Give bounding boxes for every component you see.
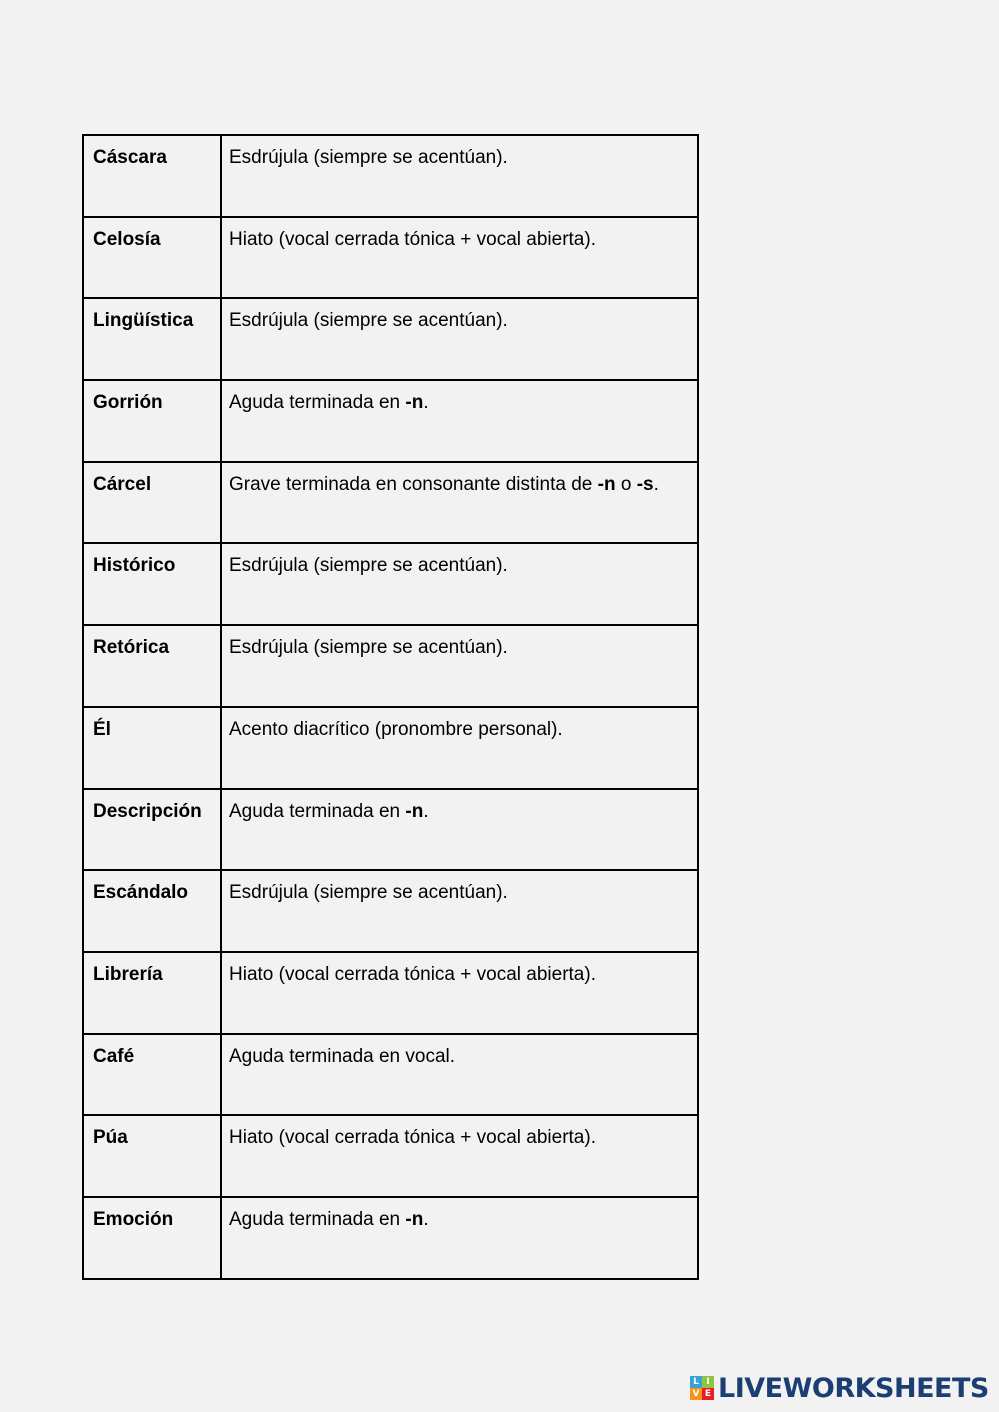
brand-name: LIVEWORKSHEETS: [718, 1372, 989, 1404]
explanation-cell: [221, 462, 698, 544]
word-cell: Histórico: [83, 543, 221, 625]
word-cell: Él: [83, 707, 221, 789]
table-row: [83, 462, 698, 544]
explanation-text: Aguda terminada en vocal.: [229, 1045, 456, 1067]
table-row: [83, 298, 698, 380]
explanation-cell: [221, 1034, 698, 1116]
table-row: [83, 952, 698, 1034]
explanation-text: Acento diacrítico (pronombre personal).: [229, 718, 563, 740]
explanation-text: Esdrújula (siempre se acentúan).: [229, 882, 508, 904]
explanation-text: Grave terminada en consonante distinta de: [229, 473, 598, 495]
table-row: [83, 543, 698, 625]
explanation-cell: [221, 543, 698, 625]
explanation-text: Esdrújula (siempre se acentúan).: [229, 147, 508, 168]
explanation-emphasis: -s: [636, 473, 654, 495]
word-cell: Cáscara: [83, 135, 221, 217]
table-row: [83, 789, 698, 871]
word-cell: Cárcel: [83, 462, 221, 544]
logo-letter-i: I: [702, 1376, 714, 1388]
explanation-text: Esdrújula (siempre se acentúan).: [229, 637, 508, 659]
explanation-text: .: [423, 392, 429, 414]
explanation-text: Esdrújula (siempre se acentúan).: [229, 310, 508, 332]
word-cell: Café: [83, 1034, 221, 1116]
accent-rules-table: [82, 134, 699, 1280]
word-cell: Librería: [83, 952, 221, 1034]
explanation-cell: [221, 1115, 698, 1197]
explanation-text: Aguda terminada en: [229, 800, 406, 822]
table-row: [83, 217, 698, 299]
word-cell: Escándalo: [83, 870, 221, 952]
logo-letter-v: V: [690, 1388, 702, 1400]
table-row: [83, 870, 698, 952]
explanation-cell: [221, 298, 698, 380]
explanation-text: .: [423, 800, 429, 822]
explanation-text: Esdrújula (siempre se acentúan).: [229, 555, 508, 577]
table-row: [83, 380, 698, 462]
logo-letter-l: L: [690, 1376, 702, 1388]
word-cell: Retórica: [83, 625, 221, 707]
explanation-cell: [221, 380, 698, 462]
table-body: [83, 135, 698, 1279]
word-cell: Descripción: [83, 789, 221, 871]
word-cell: Gorrión: [83, 380, 221, 462]
table-row: [83, 707, 698, 789]
explanation-emphasis: -n: [405, 800, 424, 822]
table-row: [83, 135, 698, 217]
explanation-cell: [221, 789, 698, 871]
explanation-cell: [221, 217, 698, 299]
explanation-cell: [221, 952, 698, 1034]
table-row: [83, 1197, 698, 1279]
explanation-cell: [221, 625, 698, 707]
explanation-text: Aguda terminada en: [229, 1208, 406, 1230]
explanation-text: Hiato (vocal cerrada tónica + vocal abierta).: [229, 963, 596, 985]
liveworksheets-icon: [690, 1376, 714, 1400]
word-cell: Emoción: [83, 1197, 221, 1279]
explanation-text: .: [423, 1208, 429, 1230]
word-cell: Lingüística: [83, 298, 221, 380]
table-row: [83, 1034, 698, 1116]
liveworksheets-logo: [690, 1372, 989, 1404]
explanation-cell: [221, 1197, 698, 1279]
explanation-cell: [221, 707, 698, 789]
explanation-text: Hiato (vocal cerrada tónica + vocal abierta).: [229, 1127, 596, 1149]
explanation-text: Aguda terminada en: [229, 392, 406, 414]
explanation-emphasis: -n: [405, 1208, 424, 1230]
explanation-text: Hiato (vocal cerrada tónica + vocal abierta).: [229, 228, 596, 250]
word-cell: Púa: [83, 1115, 221, 1197]
word-cell: Celosía: [83, 217, 221, 299]
explanation-text: o: [615, 473, 637, 495]
logo-letter-e: E: [702, 1388, 714, 1400]
table-row: [83, 625, 698, 707]
table-row: [83, 1115, 698, 1197]
explanation-text: .: [653, 473, 659, 495]
explanation-emphasis: -n: [405, 392, 424, 414]
explanation-emphasis: -n: [597, 473, 616, 495]
explanation-cell: [221, 870, 698, 952]
explanation-cell: [221, 135, 698, 217]
